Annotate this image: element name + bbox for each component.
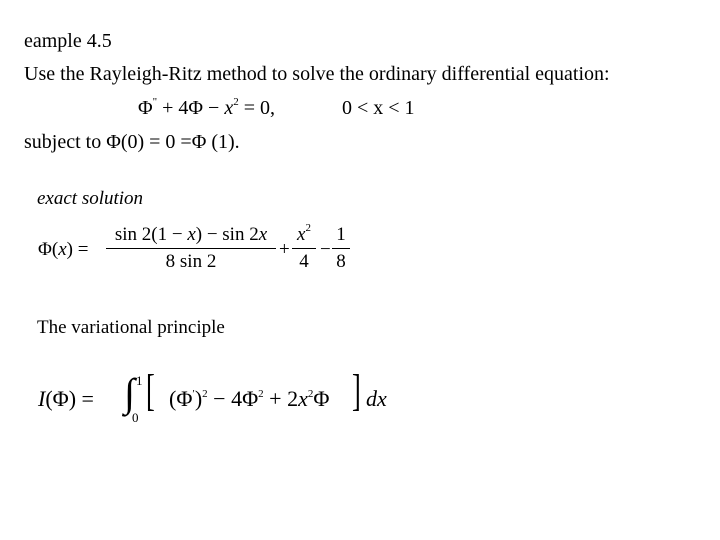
example-heading: eample 4.5 [24, 30, 112, 52]
exact-fraction-3-numerator: 1 [336, 224, 346, 245]
integral-upper-limit: 1 [136, 373, 143, 388]
fraction-bar [106, 248, 276, 249]
ode-equation-text: $\Phi^" + 4\Phi - x^2 = 0$, [138, 96, 275, 119]
exact-fraction-3-denominator: 8 [336, 251, 346, 272]
intro-text: Use the Rayleigh-Ritz method to solve the ordinary differential equation: [24, 63, 610, 85]
fraction-bar [332, 248, 350, 249]
ode-domain: 0 < x < 1 [342, 97, 415, 119]
right-bracket: ] [352, 366, 361, 415]
integral-lower-limit: 0 [132, 410, 139, 425]
fraction-bar [292, 248, 316, 249]
exact-solution-label: exact solution [37, 188, 144, 209]
exact-lhs: Φ(x) = [38, 239, 89, 260]
ode-equation [138, 97, 275, 120]
exact-fraction-2-numerator: $x^2$ [297, 222, 311, 245]
exact-fraction-1-denominator: 8 sin 2 [165, 251, 217, 272]
variational-label: The variational principle [37, 317, 225, 338]
exact-plus: + [279, 239, 290, 260]
differential-dx: dx [366, 386, 387, 411]
integral-sign: ∫ [124, 370, 135, 415]
left-bracket: [ [146, 366, 155, 415]
functional-lhs: I(Φ) = [38, 386, 94, 411]
functional-integrand: $(\Phi')^2 - 4\Phi^2 + 2x^2\Phi$ [169, 386, 330, 411]
exact-minus: − [320, 239, 331, 260]
exact-fraction-3 [332, 224, 350, 273]
exact-fraction-2 [292, 224, 316, 273]
exact-fraction-1-numerator: sin 2(1 − x) − sin 2x [114, 224, 268, 245]
exact-fraction-2-denominator: 4 [299, 251, 309, 272]
boundary-conditions: subject to Φ(0) = 0 =Φ (1). [24, 131, 240, 153]
exact-fraction-1 [106, 224, 276, 273]
